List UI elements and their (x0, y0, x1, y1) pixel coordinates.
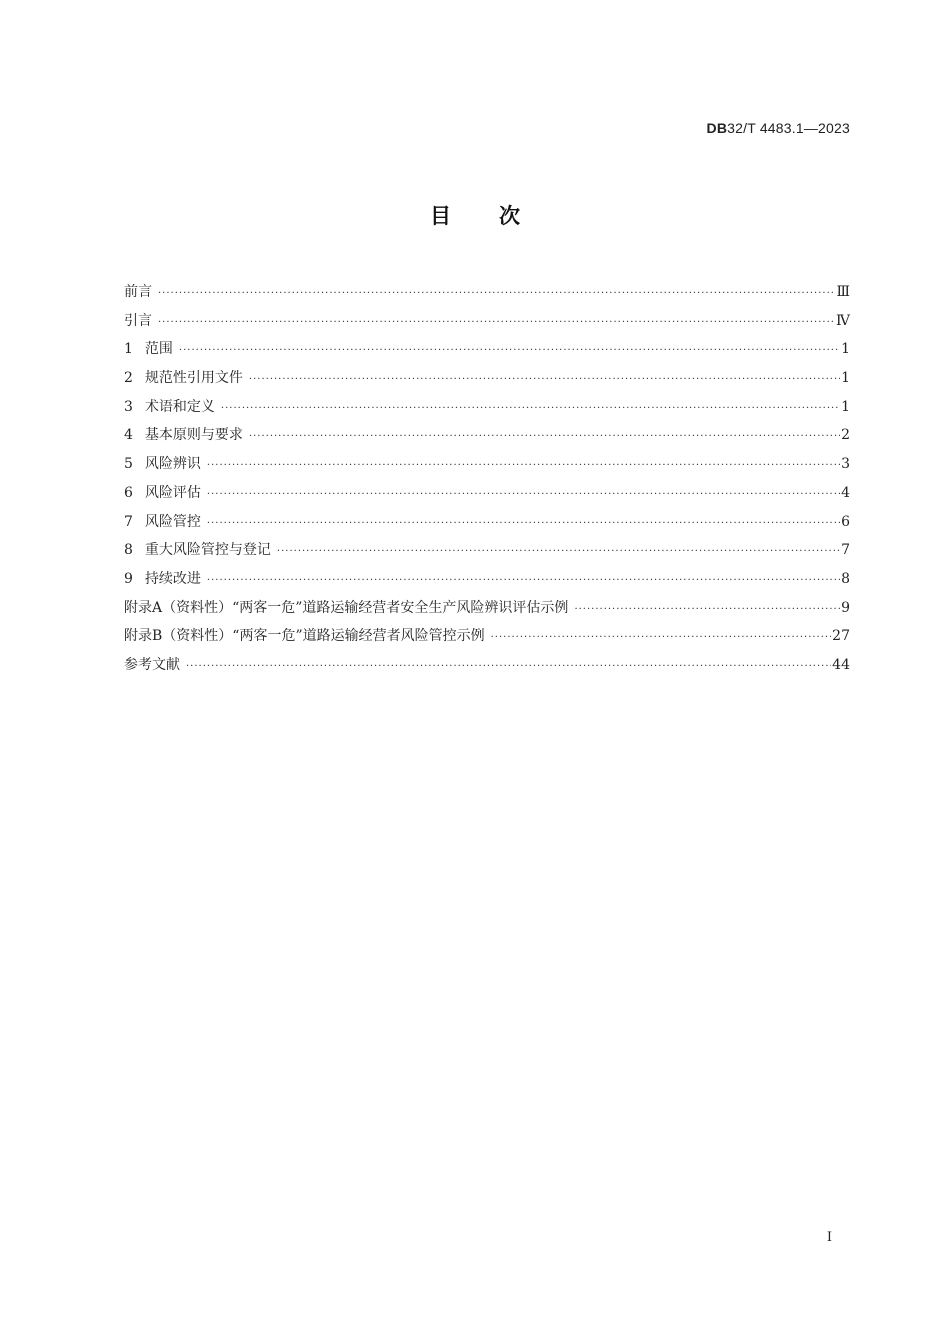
toc-entry-label: 风险辨识 (144, 456, 201, 473)
toc-entry-page: 44 (832, 656, 850, 673)
toc-entry-heading (124, 425, 249, 445)
toc-entry-number: 9 (124, 570, 133, 587)
toc-dot-leader (574, 600, 840, 620)
toc-entry-page: 1 (841, 398, 850, 415)
toc-entry-appendix-b[interactable] (124, 626, 850, 655)
toc-entry-4[interactable] (124, 425, 850, 454)
toc-entry-label: 范围 (144, 341, 173, 358)
toc-entry-heading (124, 397, 221, 417)
toc-entry-page: 2 (841, 427, 850, 444)
toc-entry-label: 持续改进 (144, 570, 201, 587)
toc-dot-leader (179, 341, 840, 361)
toc-entry-bibliography[interactable] (124, 655, 850, 684)
toc-entry-1[interactable] (124, 339, 850, 368)
toc-entry-number: 4 (124, 427, 133, 444)
toc-entry-introduction[interactable] (124, 311, 850, 340)
toc-entry-page: 1 (841, 370, 850, 387)
toc-entry-label: 附录B（资料性）“两客一危”道路运输经营者风险管控示例 (124, 628, 485, 645)
toc-entry-page: 8 (841, 570, 850, 587)
toc-entry-foreword[interactable] (124, 282, 850, 311)
toc-entry-3[interactable] (124, 397, 850, 426)
toc-entry-heading (124, 368, 249, 388)
toc-dot-leader (491, 628, 832, 648)
toc-entry-number: 8 (124, 542, 133, 559)
toc-entry-page: 1 (841, 341, 850, 358)
toc-entry-appendix-a[interactable] (124, 598, 850, 627)
toc-entry-number: 3 (124, 398, 133, 415)
toc-entry-label: 引言 (124, 312, 152, 329)
document-code-number: 32/T 4483.1—2023 (727, 120, 850, 136)
toc-entry-heading (124, 483, 207, 503)
toc-entry-number: 2 (124, 370, 133, 387)
toc-entry-number: 1 (124, 341, 133, 358)
toc-entry-heading (124, 512, 207, 532)
toc-entry-page: 7 (841, 542, 850, 559)
toc-entry-6[interactable] (124, 483, 850, 512)
toc-entry-label: 风险评估 (144, 484, 201, 501)
toc-entry-heading (124, 569, 207, 589)
toc-entry-9[interactable] (124, 569, 850, 598)
toc-entry-label: 参考文献 (124, 656, 180, 673)
toc-entry-heading (124, 454, 207, 474)
toc-dot-leader (277, 542, 840, 562)
toc-entry-7[interactable] (124, 512, 850, 541)
toc-entry-label: 重大风险管控与登记 (144, 542, 271, 559)
toc-entry-page: Ⅳ (836, 312, 850, 329)
toc-entry-2[interactable] (124, 368, 850, 397)
table-of-contents (124, 282, 850, 684)
toc-dot-leader (207, 514, 840, 534)
page-number: I (826, 1230, 832, 1245)
toc-dot-leader (158, 313, 835, 333)
document-code-prefix: DB (706, 120, 728, 136)
toc-entry-page: 27 (832, 628, 850, 645)
toc-entry-page: 3 (841, 456, 850, 473)
toc-entry-label: 附录A（资料性）“两客一危”道路运输经营者安全生产风险辨识评估示例 (124, 599, 569, 616)
toc-dot-leader (186, 657, 831, 677)
toc-entry-page: 4 (841, 484, 850, 501)
toc-entry-heading (124, 540, 277, 560)
toc-entry-page: 6 (841, 513, 850, 530)
toc-entry-label: 规范性引用文件 (144, 370, 243, 387)
toc-dot-leader (207, 456, 840, 476)
toc-entry-label: 基本原则与要求 (144, 427, 243, 444)
toc-entry-heading (124, 339, 179, 359)
toc-dot-leader (158, 284, 835, 304)
toc-entry-number: 7 (124, 513, 133, 530)
toc-entry-label: 术语和定义 (144, 398, 215, 415)
toc-dot-leader (207, 571, 840, 591)
toc-entry-label: 前言 (124, 284, 152, 300)
toc-dot-leader (207, 485, 840, 505)
toc-dot-leader (249, 370, 840, 390)
toc-dot-leader (221, 399, 840, 419)
toc-entry-5[interactable] (124, 454, 850, 483)
page-title: 目次 (430, 204, 568, 228)
toc-entry-8[interactable] (124, 540, 850, 569)
toc-dot-leader (249, 427, 840, 447)
toc-entry-page: Ⅲ (836, 284, 850, 300)
toc-entry-label: 风险管控 (144, 513, 201, 530)
toc-entry-number: 5 (124, 456, 133, 473)
toc-entry-page: 9 (841, 599, 850, 616)
toc-entry-number: 6 (124, 484, 133, 501)
document-code (707, 120, 850, 136)
